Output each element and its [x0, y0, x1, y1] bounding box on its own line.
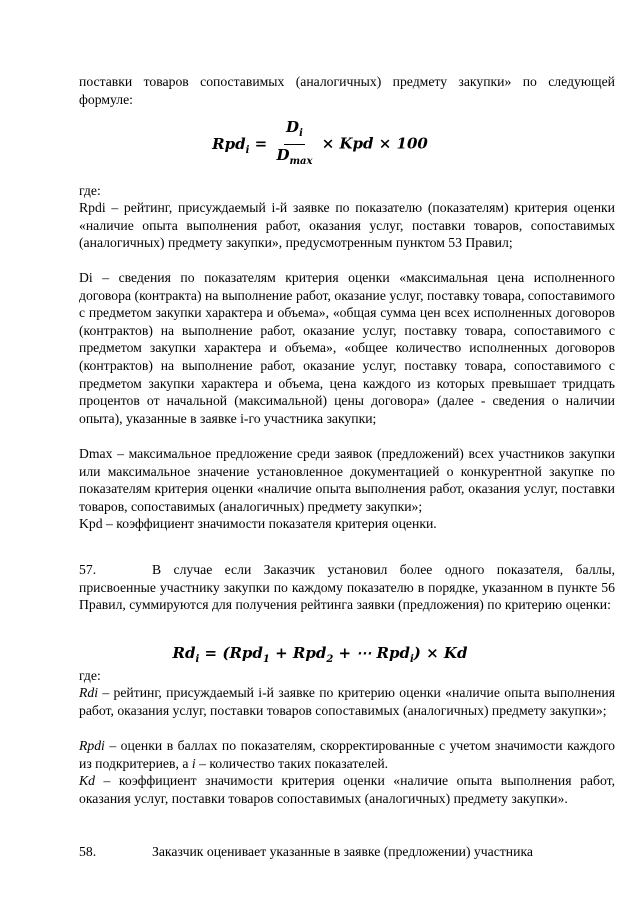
formula-rpd-tail: × Kpd × 100	[321, 134, 428, 153]
definition-rdi: Rdi – рейтинг, присуждаемый i-й заявке по критерию оценки «наличие опыта выполнения работ, оказания услуг, поставки товаров сопоставимых (аналогичных) предмету закупки»;	[79, 685, 615, 718]
definition-di: Di – сведения по показателям критерия оценки «максимальная цена исполненного договора (контракта) на выполнение работ, оказание услуг, поставку товара, сопоставимого с предметом закупки характера и объема», «общая сумма цен всех исполненных договоров (контрактов) на выполнение работ, оказание услуг, поставку товара, сопоставимого с предметом закупки характера и объема», «общее количество исполненных договоров (контрактов) на выполнение работ, оказание услуг, поставку товара, сопоставимого с предметом закупки характера и объема, цена каждого из которых превышает тридцать процентов от начальной (максимальной) цены договора» (далее - сведения о наличии опыта), указанные в заявке i-го участника закупки;	[79, 270, 615, 426]
definition-kd-term: Kd	[79, 773, 95, 788]
paragraph-57-number: 57.	[79, 562, 97, 577]
formula-rpd-eq: =	[254, 134, 268, 153]
formula-rd: $Rd_i = (Rpd_1 + Rpd_2$ + ⋯ Rpd$_i$) × Kd	[172, 644, 468, 665]
paragraph-57-text: В случае если Заказчик установил более одного показателя, баллы, присвоенные участнику закупки по каждому показателю в порядке, указанном в пункте 56 Правил, суммируются для получения рейтинга заявки (предложения) по критерию оценки:	[79, 562, 615, 613]
definition-rpdi-2-term: Rpdi	[79, 738, 105, 753]
paragraph-57	[79, 561, 615, 614]
formula-rpd-fraction	[274, 118, 314, 171]
paragraph-58-text: Заказчик оценивает указанные в заявке (предложении) участника	[152, 844, 533, 859]
paragraph-58-number: 58.	[79, 844, 97, 859]
definition-kpd: Kpd – коэффициент значимости показателя критерия оценки.	[79, 516, 437, 531]
paragraph-58	[79, 843, 615, 861]
formula-rpd-numerator: $D_i$	[284, 118, 305, 145]
formula-rpd-denominator: $D_{max}$	[276, 146, 313, 167]
formula-rpd	[0, 118, 640, 171]
intro-paragraph: поставки товаров сопоставимых (аналогичных) предмету закупки» по следующей формуле:	[79, 74, 615, 107]
where-label-2: где:	[79, 668, 101, 683]
formula-rpd-lhs: Rpd$_i$	[212, 134, 250, 156]
where-label-1: где:	[79, 183, 101, 198]
definition-dmax: Dmax – максимальное предложение среди заявок (предложений) всех участников закупки или максимальное значение установленное документацией о конкурентной закупке по показателям критерия оценки «наличие опыта выполнения работ, оказания услуг, поставки товаров, сопоставимых (аналогичных) предмету закупки»;	[79, 446, 615, 514]
definition-rpdi: Rpdi – рейтинг, присуждаемый i-й заявке по показателю (показателям) критерия оценки «наличие опыта выполнения работ, оказания услуг, поставки товаров, сопоставимых (аналогичных) предмету закупки», предусмотренным пунктом 53 Правил;	[79, 200, 615, 251]
definition-kd: Kd – коэффициент значимости критерия оценки «наличие опыта выполнения работ, оказания услуг, поставки товаров сопоставимых (аналогичных) предмету закупки».	[79, 773, 615, 806]
definition-rdi-term: Rdi	[79, 685, 99, 700]
definition-rpdi-2: Rpdi – оценки в баллах по показателям, скорректированные с учетом значимости каждого из подкритериев, а i – количество таких показателей.	[79, 738, 615, 771]
